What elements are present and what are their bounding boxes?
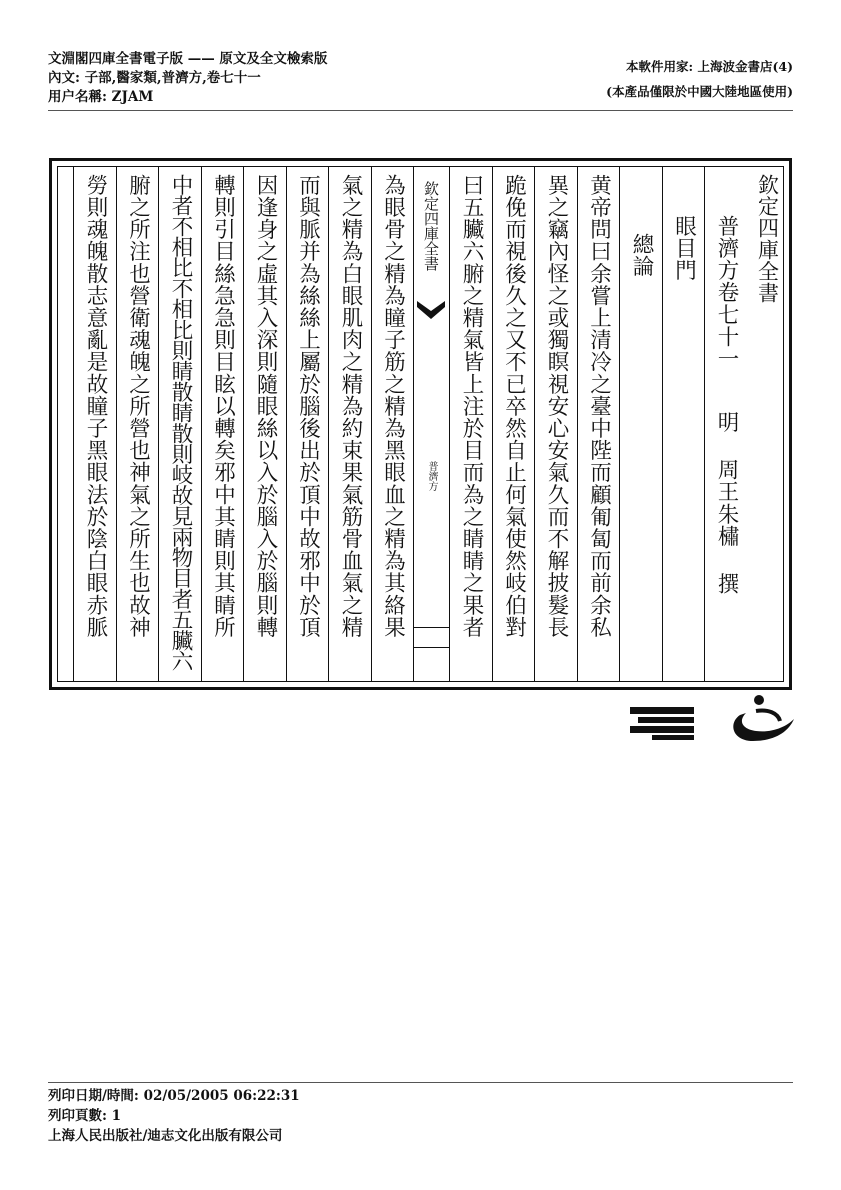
text-column: [328, 167, 371, 681]
center-column: [413, 167, 449, 681]
text-column: [371, 167, 414, 681]
footer-rule: [48, 1082, 793, 1083]
text-line: 中者不相比不相比則睛散睛散則岐故見兩物目者五臟六: [168, 174, 193, 671]
text-column: [492, 167, 535, 681]
publisher-logo-icon: [628, 693, 798, 748]
category-heading: 眼目門: [671, 215, 697, 282]
text-line: 轉則引目絲急急則目眩以轉矣邪中其睛則其睛所: [210, 174, 236, 639]
author-line: 明 周王朱橚 撰: [714, 411, 739, 595]
center-column-book-name: 普濟方: [426, 461, 437, 491]
volume-title: 普濟方卷七十一: [714, 215, 739, 370]
footer: [48, 1086, 300, 1146]
page-inner-frame: [57, 166, 784, 682]
text-column: [116, 167, 159, 681]
text-line: 因逢身之虛其入深則隨眼絲以入於腦入於腦則轉: [253, 174, 278, 639]
footer-print-datetime: 列印日期/時間: 02/05/2005 06:22:31: [48, 1088, 300, 1104]
header-region-note: (本產品僅限於中國大陸地區使用): [606, 84, 793, 99]
footer-publisher: 上海人民出版社/迪志文化出版有限公司: [48, 1128, 283, 1144]
center-column-rule: [414, 627, 449, 628]
header-rule: [48, 110, 793, 111]
text-column: [534, 167, 577, 681]
page-frame: [49, 158, 792, 690]
text-line: 為眼骨之精為瞳子筋之精為黑眼血之精為其絡果: [380, 174, 406, 639]
volume-column: [704, 167, 747, 681]
text-line: 氣之精為白眼肌肉之精為約束果氣筋骨血氣之精: [338, 174, 363, 639]
text-column: [201, 167, 244, 681]
text-column: [243, 167, 286, 681]
text-line: 黄帝問曰余嘗上清冷之臺中陛而顧匍匐而前余私: [586, 174, 612, 639]
section-column: [619, 167, 662, 681]
text-column: [286, 167, 329, 681]
category-column: [662, 167, 705, 681]
header-left: [48, 50, 327, 107]
text-line: 而與脈并為絲絲上屬於腦後出於頂中故邪中於頂: [295, 174, 321, 639]
center-column-rule: [414, 647, 449, 648]
header-right: [606, 54, 793, 104]
book-title: 欽定四庫全書: [755, 174, 780, 304]
section-heading: 總論: [629, 233, 654, 278]
center-column-title: 欽定四庫全書: [422, 181, 440, 271]
header-title: 文淵閣四庫全書電子版 —— 原文及全文檢索版: [48, 51, 328, 67]
text-column: [158, 167, 201, 681]
text-line: 腑之所注也營衛魂魄之所營也神氣之所生也故神: [125, 174, 151, 639]
fish-tail-mark-icon: [417, 301, 445, 319]
text-line: 勞則魂魄散志意亂是故瞳子黑眼法於陰白眼赤脈: [83, 174, 108, 639]
text-line: 異之竊內怪之或獨瞑視安心安氣久而不解披髮長: [544, 174, 569, 639]
text-line: 跪俛而視後久之又不已卒然自止何氣使然岐伯對: [501, 174, 527, 639]
text-column: [449, 167, 492, 681]
text-column: [73, 167, 116, 681]
header-username: 用户名稱: ZJAM: [48, 89, 154, 105]
text-line: 曰五臟六腑之精氣皆上注於目而為之睛睛之果者: [459, 174, 484, 639]
header-content-path: 內文: 子部,醫家類,普濟方,卷七十一: [48, 70, 261, 86]
text-column: [577, 167, 620, 681]
header-licensee: 本軟件用家: 上海波金書店(4): [626, 59, 793, 74]
title-column: [747, 167, 790, 681]
footer-print-pages: 列印頁數: 1: [48, 1108, 122, 1124]
